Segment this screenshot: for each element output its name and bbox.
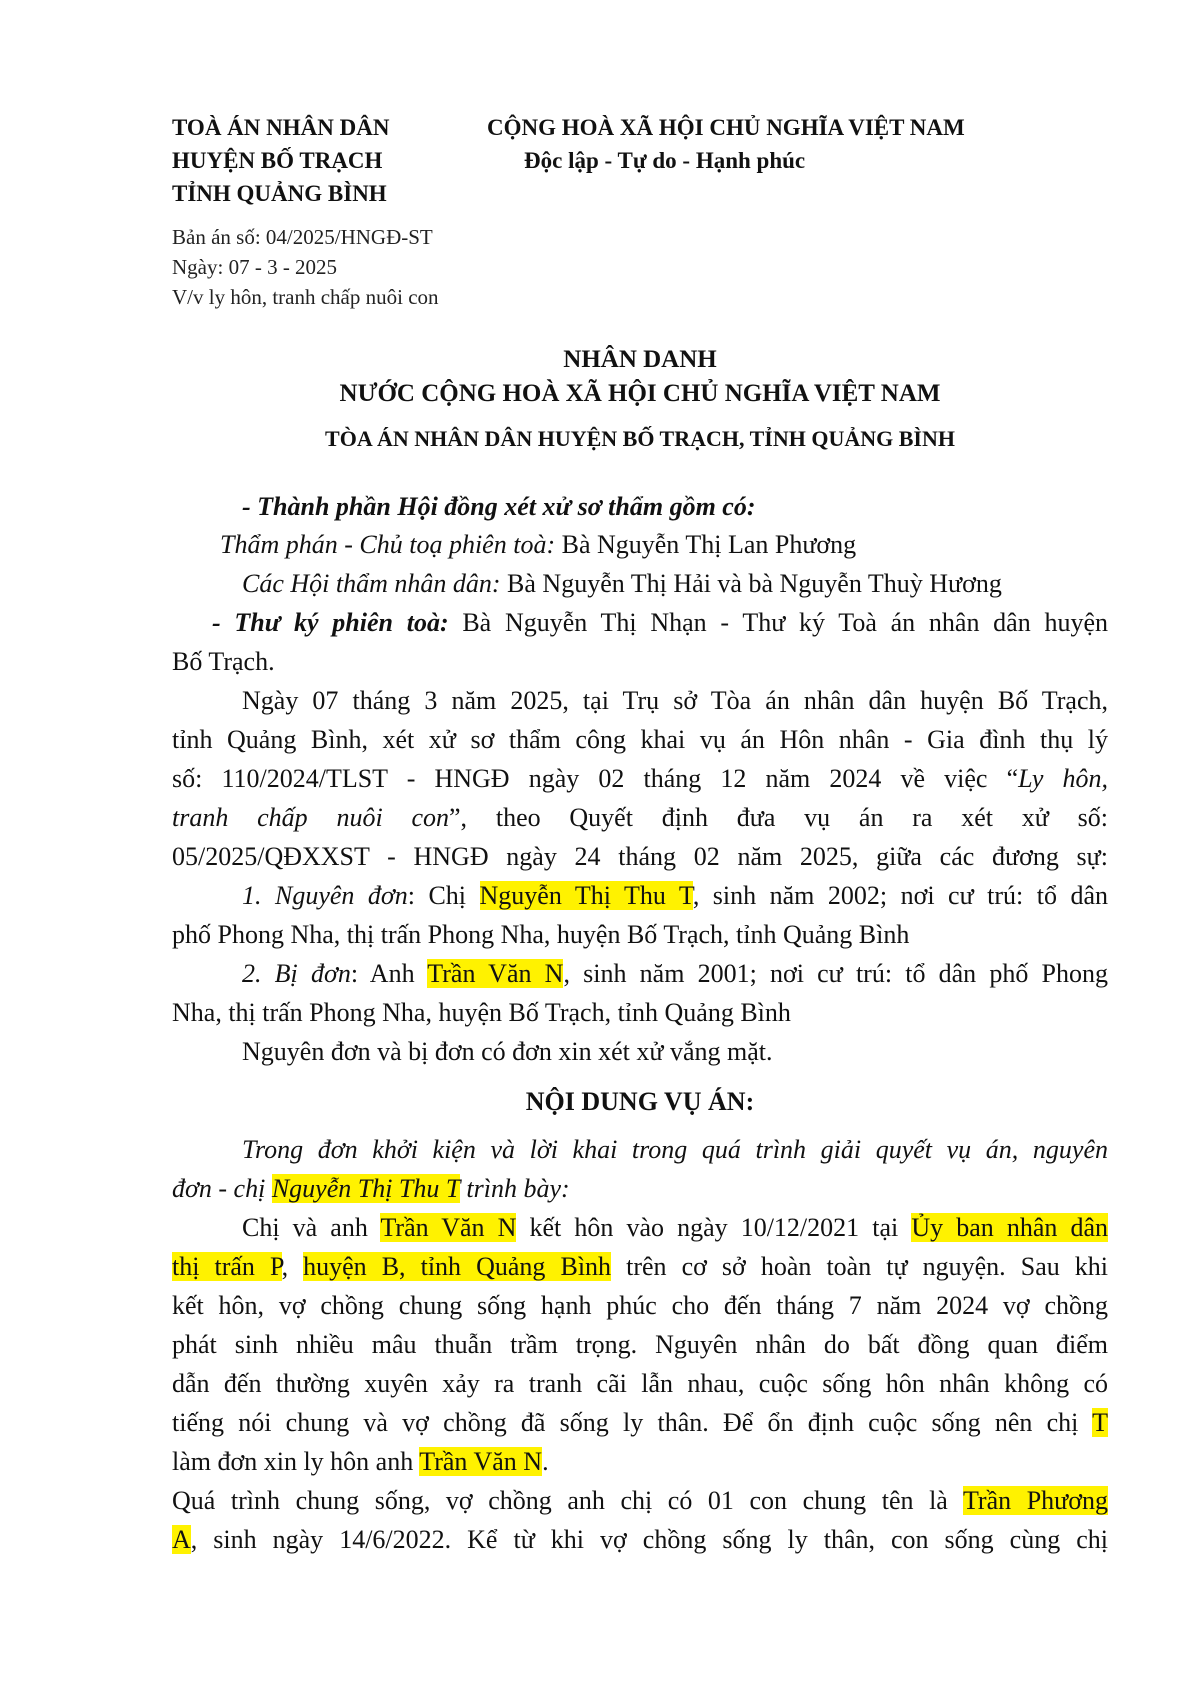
jurors-names: Bà Nguyễn Thị Hải và bà Nguyễn Thuỳ Hương bbox=[500, 569, 1002, 598]
para1-l6-name: T bbox=[1092, 1408, 1108, 1437]
para1-line5: dẫn đến thường xuyên xảy ra tranh cãi lẫn nhau, cuộc sống hôn nhân không có bbox=[172, 1369, 1108, 1398]
clerk-line-cont: Bố Trạch. bbox=[172, 647, 275, 676]
content-heading: NỘI DUNG VỤ ÁN: bbox=[525, 1087, 755, 1116]
clerk-label: - Thư ký phiên toà: bbox=[212, 608, 449, 637]
marriage-place-2b: huyện B, tỉnh Quảng Bình bbox=[303, 1252, 612, 1281]
para1-c: trên cơ sở hoàn toàn tự nguyện. Sau khi bbox=[611, 1252, 1109, 1281]
para1-line4: phát sinh nhiều mâu thuẫn trầm trọng. Nguyên nhân do bất đồng quan điểm bbox=[172, 1330, 1108, 1359]
child-name-2: A bbox=[172, 1525, 191, 1554]
hearing-line1: Ngày 07 tháng 3 năm 2025, tại Trụ sở Tòa án nhân dân huyện Bố Trạch, bbox=[242, 686, 1108, 715]
judge-line bbox=[220, 530, 856, 560]
para2-pre: Quá trình chung sống, vợ chồng anh chị có 01 con chung tên là bbox=[172, 1486, 963, 1515]
defendant-pre: : Anh bbox=[350, 959, 428, 988]
case-type-italic-cont: tranh chấp nuôi con bbox=[172, 803, 450, 832]
plaintiff-pre: : Chị bbox=[407, 881, 480, 910]
para1-line6 bbox=[172, 1408, 1108, 1438]
defendant-label: 2. Bị đơn bbox=[242, 959, 351, 988]
para1-line2 bbox=[172, 1252, 1108, 1282]
case-type-italic: Ly hôn, bbox=[1018, 764, 1108, 793]
para1-line1 bbox=[242, 1213, 1108, 1243]
court-name-line2: HUYỆN BỐ TRẠCH bbox=[172, 148, 383, 173]
nation-title: CỘNG HOÀ XÃ HỘI CHỦ NGHĨA VIỆT NAM bbox=[487, 115, 965, 140]
hearing-line4-text: ”, theo Quyết định đưa vụ án ra xét xử số: bbox=[449, 803, 1108, 832]
court-name-line1: TOÀ ÁN NHÂN DÂN bbox=[172, 115, 390, 140]
marriage-place-1: Ủy ban nhân dân bbox=[911, 1213, 1108, 1242]
hearing-line3-text: số: 110/2024/TLST - HNGĐ ngày 02 tháng 12 năm 2024 về việc “ bbox=[172, 764, 1019, 793]
marriage-place-2a: thị trấn P bbox=[172, 1252, 282, 1281]
judge-label: Thẩm phán - Chủ toạ phiên toà: bbox=[220, 530, 556, 559]
para1-l7-name: Trần Văn N bbox=[419, 1447, 543, 1476]
para1-line3: kết hôn, vợ chồng chung sống hạnh phúc cho đến tháng 7 năm 2024 vợ chồng bbox=[172, 1291, 1108, 1320]
hearing-line2: tỉnh Quảng Bình, xét xử sơ thẩm công khai vụ án Hôn nhân - Gia đình thụ lý bbox=[172, 725, 1108, 754]
defendant-post: , sinh năm 2001; nơi cư trú: tổ dân phố Phong bbox=[563, 959, 1108, 988]
defendant-name: Trần Văn N bbox=[427, 959, 564, 988]
intro-line2 bbox=[172, 1174, 570, 1204]
title-court: TÒA ÁN NHÂN DÂN HUYỆN BỐ TRẠCH, TỈNH QUẢNG BÌNH bbox=[325, 426, 955, 451]
child-name-1: Trần Phương bbox=[962, 1486, 1108, 1515]
plaintiff-label: 1. Nguyên đơn bbox=[242, 881, 408, 910]
case-subject: V/v ly hôn, tranh chấp nuôi con bbox=[172, 285, 439, 309]
para1-l7-post: . bbox=[542, 1447, 549, 1476]
case-number: Bản án số: 04/2025/HNGĐ-ST bbox=[172, 225, 433, 249]
para2-line2 bbox=[172, 1525, 1108, 1555]
para2-line1 bbox=[172, 1486, 1108, 1516]
plaintiff-line bbox=[242, 881, 1108, 911]
national-motto: Độc lập - Tự do - Hạnh phúc bbox=[524, 148, 806, 173]
clerk-name: Bà Nguyễn Thị Nhạn - Thư ký Toà án nhân dân huyện bbox=[448, 608, 1108, 637]
panel-heading: - Thành phần Hội đồng xét xử sơ thẩm gồm có: bbox=[242, 492, 756, 521]
para1-l6-pre: tiếng nói chung và vợ chồng đã sống ly thân. Để ổn định cuộc sống nên chị bbox=[172, 1408, 1093, 1437]
plaintiff-address: phố Phong Nha, thị trấn Phong Nha, huyện Bố Trạch, tỉnh Quảng Bình bbox=[172, 920, 910, 949]
jurors-label: Các Hội thẩm nhân dân: bbox=[242, 569, 501, 598]
para2-post: , sinh ngày 14/6/2022. Kể từ khi vợ chồng sống ly thân, con sống cùng chị bbox=[190, 1525, 1108, 1554]
hearing-line4 bbox=[172, 803, 1108, 833]
para1-line7 bbox=[172, 1447, 549, 1477]
judgment-date: Ngày: 07 - 3 - 2025 bbox=[172, 255, 338, 279]
intro-pre: đơn - chị bbox=[172, 1174, 272, 1203]
plaintiff-name: Nguyễn Thị Thu T bbox=[479, 881, 693, 910]
marriage-place-sep: , bbox=[281, 1252, 304, 1281]
defendant-address: Nha, thị trấn Phong Nha, huyện Bố Trạch, tỉnh Quảng Bình bbox=[172, 998, 791, 1027]
para1-b: kết hôn vào ngày 10/12/2021 tại bbox=[516, 1213, 912, 1242]
title-republic: NƯỚC CỘNG HOÀ XÃ HỘI CHỦ NGHĨA VIỆT NAM bbox=[339, 380, 941, 407]
jurors-line bbox=[242, 569, 1002, 599]
para1-l7-pre: làm đơn xin ly hôn anh bbox=[172, 1447, 420, 1476]
intro-post: trình bày: bbox=[459, 1174, 570, 1203]
clerk-line bbox=[172, 608, 1108, 638]
absence-note: Nguyên đơn và bị đơn có đơn xin xét xử vắng mặt. bbox=[242, 1037, 773, 1066]
hearing-line3 bbox=[172, 764, 1108, 794]
judge-name: Bà Nguyễn Thị Lan Phương bbox=[555, 530, 857, 559]
defendant-line bbox=[242, 959, 1108, 989]
intro-line1: Trong đơn khởi kiện và lời khai trong quá trình giải quyết vụ án, nguyên bbox=[242, 1135, 1108, 1164]
hearing-line5: 05/2025/QĐXXST - HNGĐ ngày 24 tháng 02 năm 2025, giữa các đương sự: bbox=[172, 842, 1108, 871]
intro-plaintiff-name: Nguyễn Thị Thu T bbox=[271, 1174, 460, 1203]
para1-defendant-name: Trần Văn N bbox=[380, 1213, 517, 1242]
court-name-line3: TỈNH QUẢNG BÌNH bbox=[172, 181, 387, 206]
para1-a: Chị và anh bbox=[242, 1213, 381, 1242]
plaintiff-post: , sinh năm 2002; nơi cư trú: tổ dân bbox=[692, 881, 1108, 910]
title-in-the-name: NHÂN DANH bbox=[563, 346, 717, 373]
